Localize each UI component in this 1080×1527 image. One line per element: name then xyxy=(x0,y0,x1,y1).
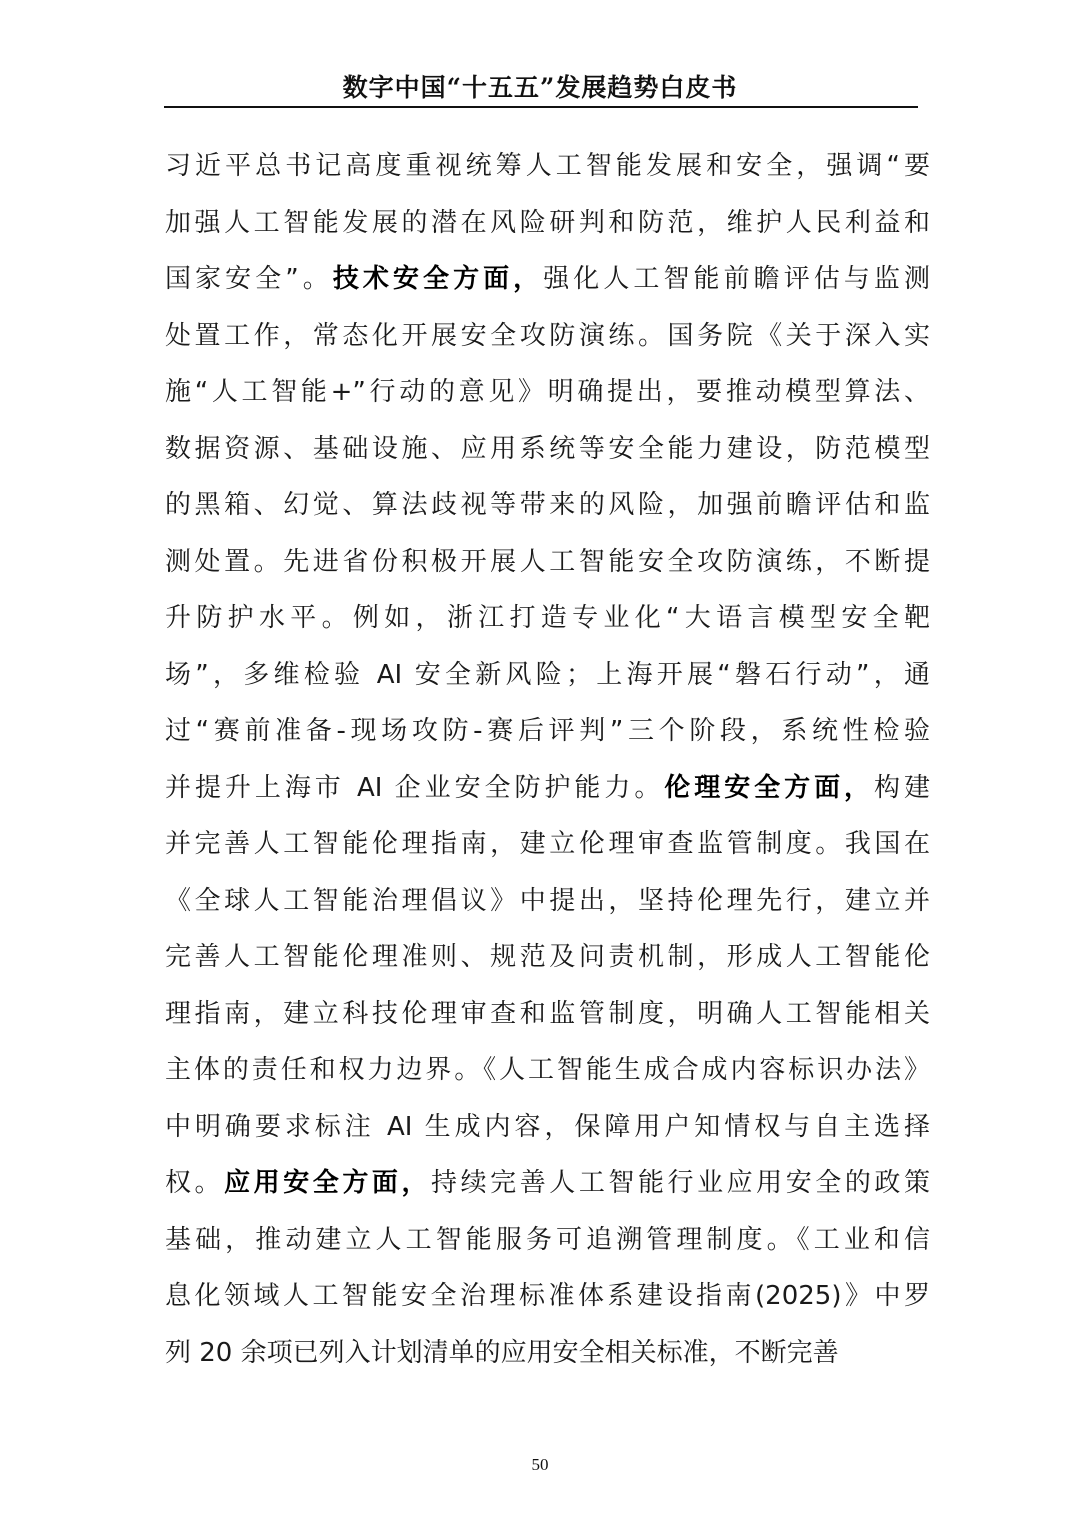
text-segment: 构建 xyxy=(874,772,930,803)
text-segment: 的黑箱、幻觉、算法歧视等带来的风险，加强前瞻评估和监 xyxy=(165,490,930,520)
text-segment: 并完善人工智能伦理指南，建立伦理审查监管制度。我国在 xyxy=(165,829,930,859)
text-segment: 完善人工智能伦理准则、规范及问责机制，形成人工智能伦 xyxy=(165,942,930,972)
header-rule xyxy=(164,106,918,108)
text-segment: 测处置。先进省份积极开展人工智能安全攻防演练，不断提 xyxy=(165,546,930,577)
text-line xyxy=(165,542,930,582)
text-line xyxy=(165,655,930,695)
text-line xyxy=(165,994,930,1034)
text-line xyxy=(165,824,930,864)
text-segment: 主体的责任和权力边界。《人工智能生成合成内容标识办法》 xyxy=(165,1055,930,1085)
text-line xyxy=(165,1276,930,1316)
text-segment: 处置工作，常态化开展安全攻防演练。国务院《关于深入实 xyxy=(165,320,930,351)
text-line xyxy=(165,485,930,525)
text-line xyxy=(165,316,930,356)
text-line xyxy=(165,259,930,299)
text-line xyxy=(165,1050,930,1090)
bold-heading-segment: 应用安全方面， xyxy=(224,1168,432,1198)
running-header-title: 数字中国“十五五”发展趋势白皮书 xyxy=(342,73,738,102)
text-segment: 中明确要求标注 AI 生成内容，保障用户知情权与自主选择 xyxy=(165,1111,930,1142)
page-number: 50 xyxy=(531,1455,549,1474)
text-segment: 场”，多维检验 AI 安全新风险；上海开展“磐石行动”，通 xyxy=(165,659,930,690)
text-line xyxy=(165,711,930,751)
text-segment: 持续完善人工智能行业应用安全的政策 xyxy=(431,1168,930,1198)
text-segment: 过“赛前准备-现场攻防-赛后评判”三个阶段，系统性检验 xyxy=(165,716,930,746)
text-line xyxy=(165,1220,930,1260)
text-line xyxy=(165,1333,930,1373)
text-line xyxy=(165,937,930,977)
text-segment: 《全球人工智能治理倡议》中提出，坚持伦理先行，建立并 xyxy=(165,885,930,916)
text-segment: 强化人工智能前瞻评估与监测 xyxy=(543,264,930,294)
text-segment: 并提升上海市 AI 企业安全防护能力。 xyxy=(165,772,665,803)
text-segment: 施“人工智能+”行动的意见》明确提出，要推动模型算法、 xyxy=(165,377,930,407)
text-line xyxy=(165,1107,930,1147)
text-line xyxy=(165,768,930,808)
text-segment: 加强人工智能发展的潜在风险研判和防范，维护人民利益和 xyxy=(165,207,930,238)
text-line xyxy=(165,881,930,921)
text-segment: 息化领域人工智能安全治理标准体系建设指南(2025)》中罗 xyxy=(165,1281,930,1311)
text-segment: 列 20 余项已列入计划清单的应用安全相关标准，不断完善 xyxy=(165,1337,839,1368)
text-line xyxy=(165,429,930,469)
text-line xyxy=(165,203,930,243)
text-line xyxy=(165,146,930,186)
text-segment: 理指南，建立科技伦理审查和监管制度，明确人工智能相关 xyxy=(165,998,930,1029)
text-line xyxy=(165,598,930,638)
text-line xyxy=(165,1163,930,1203)
text-segment: 国家安全”。 xyxy=(165,264,333,294)
text-line xyxy=(165,372,930,412)
bold-heading-segment: 伦理安全方面， xyxy=(664,772,875,803)
text-segment: 数据资源、基础设施、应用系统等安全能力建设，防范模型 xyxy=(165,433,930,464)
text-segment: 基础，推动建立人工智能服务可追溯管理制度。《工业和信 xyxy=(165,1224,930,1255)
bold-heading-segment: 技术安全方面， xyxy=(332,264,544,294)
text-segment: 升防护水平。例如，浙江打造专业化“大语言模型安全靶 xyxy=(165,603,930,633)
text-segment: 权。 xyxy=(165,1168,225,1198)
text-segment: 习近平总书记高度重视统筹人工智能发展和安全，强调“要 xyxy=(165,151,930,181)
